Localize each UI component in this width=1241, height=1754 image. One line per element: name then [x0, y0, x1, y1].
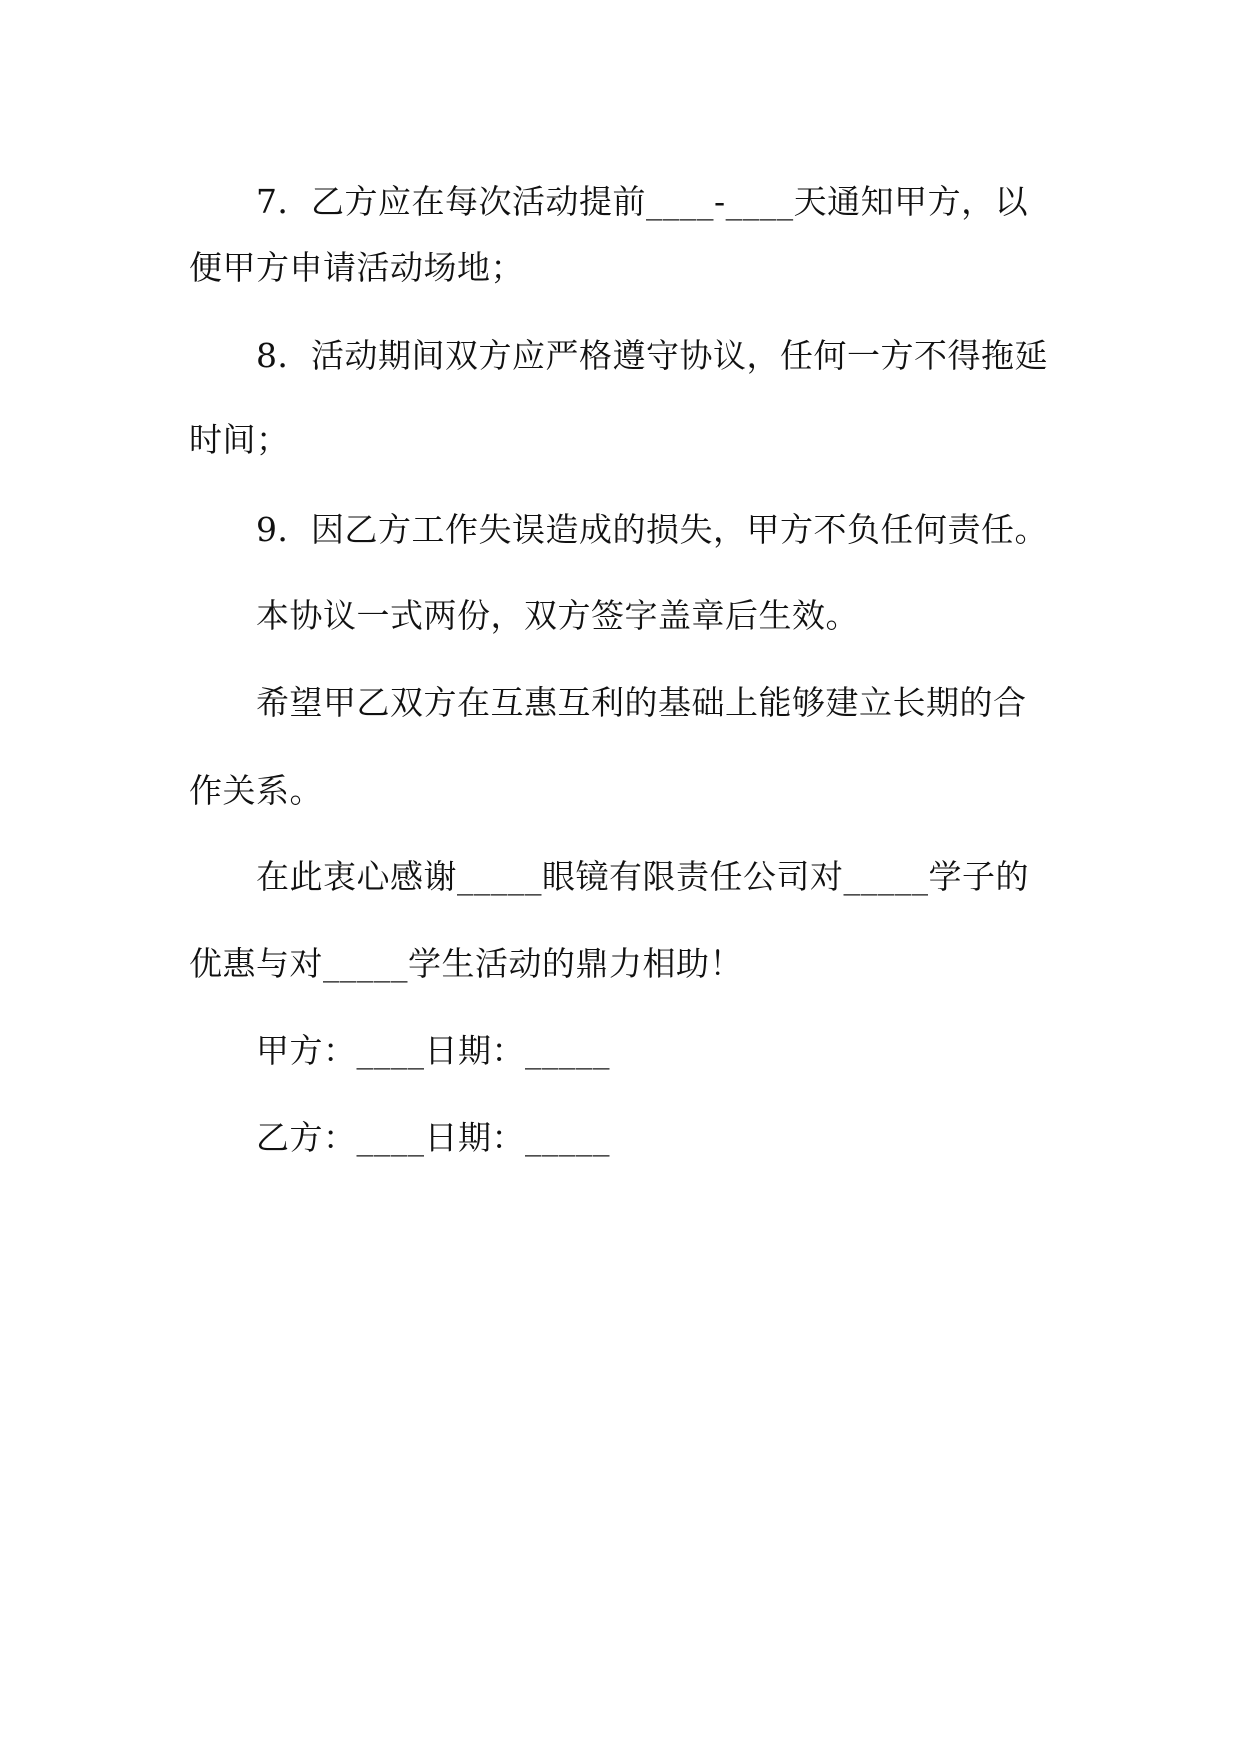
thanks-line-2: 优惠与对_____学生活动的鼎力相助！ — [189, 944, 743, 983]
clause-8-line-1: 8．活动期间双方应严格遵守协议，任何一方不得拖延 — [256, 336, 1048, 375]
copies-statement: 本协议一式两份，双方签字盖章后生效。 — [256, 596, 859, 635]
clause-7-line-2: 便甲方申请活动场地； — [189, 248, 524, 287]
party-a-signature: 甲方：____日期：_____ — [256, 1031, 610, 1070]
clause-7-line-1: 7．乙方应在每次活动提前____-____天通知甲方，以 — [256, 182, 1029, 221]
hope-line-2: 作关系。 — [189, 771, 323, 810]
party-b-signature: 乙方：____日期：_____ — [256, 1118, 610, 1157]
clause-9: 9．因乙方工作失误造成的损失，甲方不负任何责任。 — [256, 510, 1048, 549]
clause-8-line-2: 时间； — [189, 420, 290, 459]
hope-line-1: 希望甲乙双方在互惠互利的基础上能够建立长期的合 — [256, 683, 1027, 722]
thanks-line-1: 在此衷心感谢_____眼镜有限责任公司对_____学子的 — [256, 857, 1029, 896]
